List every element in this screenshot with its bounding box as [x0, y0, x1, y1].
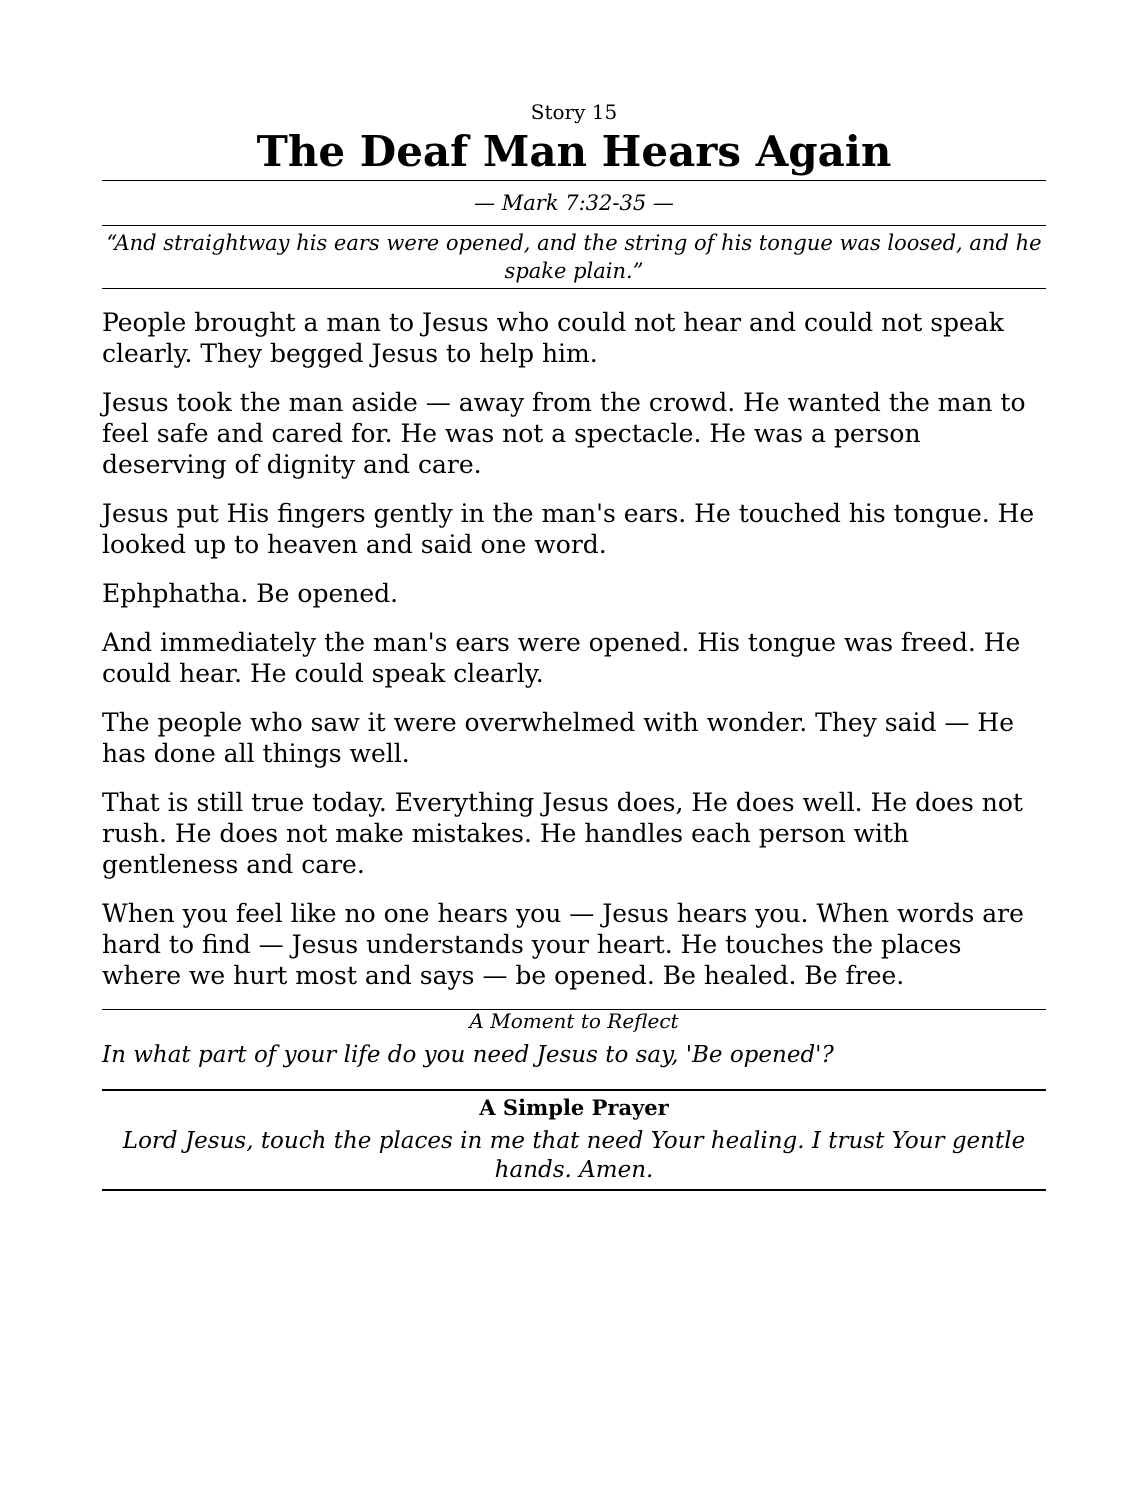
prayer-bottom-divider — [102, 1189, 1046, 1191]
story-number: Story 15 — [530, 100, 618, 124]
body-paragraph: Jesus took the man aside — away from the crowd. He wanted the man to feel safe and cared for. He was not a spectacle. He was a person deserving of dignity and care. — [102, 388, 1026, 479]
prayer-heading: A Simple Prayer — [479, 1095, 669, 1120]
body-paragraph: The people who saw it were overwhelmed with wonder. They said — He has done all things well. — [102, 708, 1015, 768]
verse-divider — [102, 288, 1046, 289]
reflect-question: In what part of your life do you need Jesus to say, 'Be opened'? — [102, 1042, 834, 1068]
prayer-box — [102, 1089, 1046, 1191]
prayer-text: Lord Jesus, touch the places in me that need Your healing. I trust Your gentle hands. Amen. — [122, 1128, 1026, 1183]
body-paragraph: Jesus put His fingers gently in the man's ears. He touched his tongue. He looked up to heaven and said one word. — [102, 499, 1035, 559]
scripture-verse: “And straightway his ears were opened, and the string of his tongue was loosed, and he spake plain.” — [106, 231, 1042, 283]
body-paragraph: Ephphatha. Be opened. — [102, 579, 399, 608]
body-paragraph: People brought a man to Jesus who could not hear and could not speak clearly. They begged Jesus to help him. — [102, 308, 1004, 368]
story-title: The Deaf Man Hears Again — [256, 127, 892, 176]
scripture-reference: — Mark 7:32-35 — — [474, 191, 674, 215]
body-paragraph: And immediately the man's ears were opened. His tongue was freed. He could hear. He could speak clearly. — [102, 628, 1021, 688]
story-content — [102, 98, 1046, 1191]
body-paragraph: That is still true today. Everything Jesus does, He does well. He does not rush. He does not make mistakes. He handles each person with gentleness and care. — [102, 788, 1023, 879]
body-paragraph: When you feel like no one hears you — Jesus hears you. When words are hard to find — Jesus understands your heart. He touches the places where we hurt most and says — be opened. Be healed. Be free. — [102, 899, 1024, 990]
story-body — [102, 307, 1046, 991]
reflect-heading: A Moment to Reflect — [469, 1009, 679, 1033]
